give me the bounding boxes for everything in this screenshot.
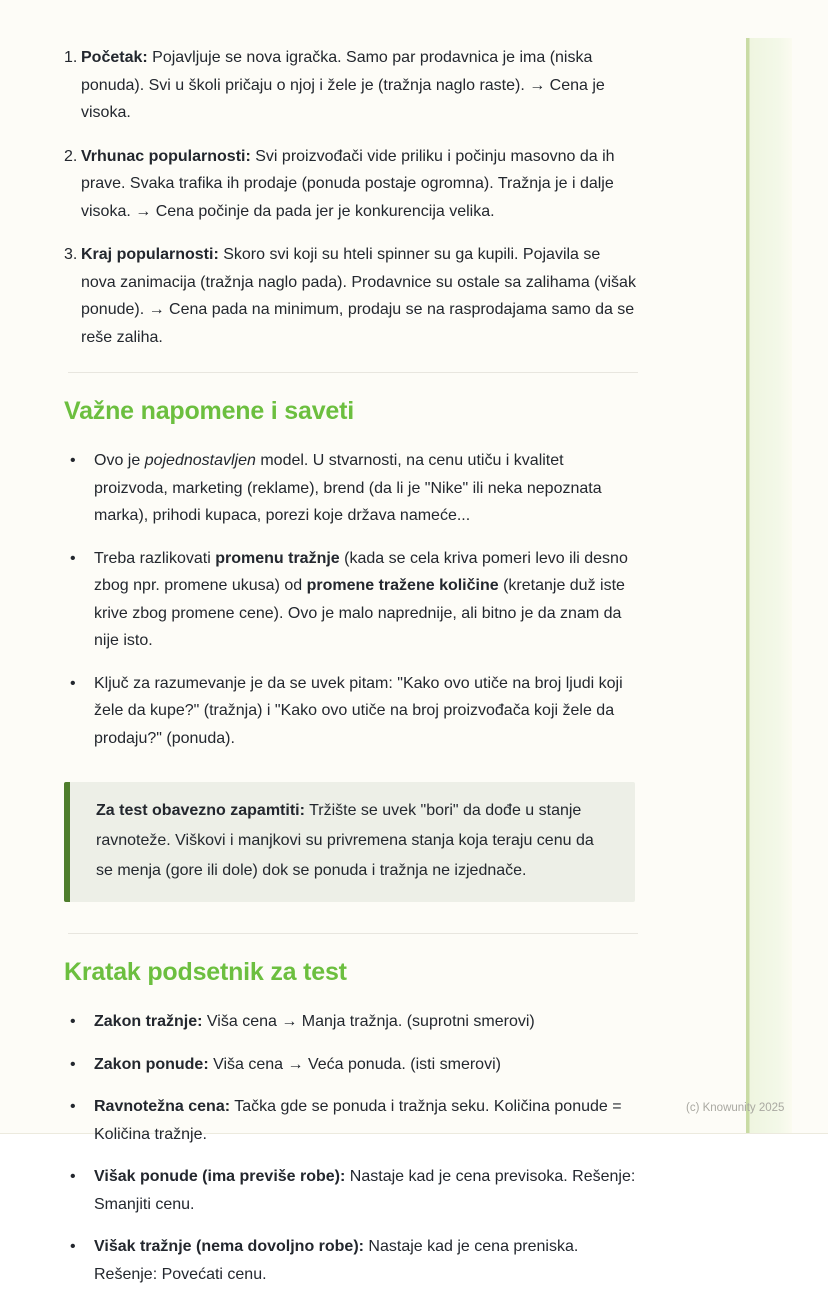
- list-item-text: Ovo je pojednostavljen model. U stvarnosti, na cenu utiču i kvalitet proizvoda, marketing (reklame), brend (da li je "Nike" ili neka nepoznata marka), prihodi kupaca, porezi koje država nameće...: [94, 452, 602, 524]
- bullet-icon: •: [70, 1168, 76, 1185]
- bullet-icon: •: [70, 1055, 76, 1073]
- lifecycle-numbered-list: [64, 44, 638, 351]
- bullet-icon: •: [70, 452, 76, 469]
- section-heading-notes: Važne napomene i saveti: [64, 397, 354, 425]
- list-item-text: Višak ponude (ima previše robe): Nastaje kad je cena previsoka. Rešenje: Smanjiti cenu.: [94, 1168, 636, 1213]
- list-item: [64, 545, 638, 655]
- list-item-text: Zakon tražnje: Viša cena → Manja tražnja. (suprotni smerovi): [94, 1013, 535, 1030]
- reminder-bullet-list: [64, 1008, 638, 1288]
- bullet-icon: •: [70, 1238, 76, 1255]
- list-item: [64, 143, 638, 226]
- list-item-text: Zakon ponude: Viša cena → Veća ponuda. (isti smerovi): [94, 1055, 501, 1073]
- bullet-icon: •: [70, 1013, 76, 1030]
- section-divider: [68, 933, 638, 934]
- list-item-text: Kraj popularnosti: Skoro svi koji su hteli spinner su ga kupili. Pojavila se nova zanimacija (tražnja naglo pada). Prodavnice su ostale sa zalihama (višak ponude). → Cena pada na minimum, prodaju se na rasprodajama samo da se reše zaliha.: [81, 246, 636, 346]
- list-number: 1.: [64, 49, 78, 66]
- page-edge-band: [746, 38, 792, 1133]
- bullet-icon: •: [70, 1098, 76, 1115]
- page-content: [64, 44, 638, 1303]
- list-item-text: Ključ za razumevanje je da se uvek pitam: "Kako ovo utiče na broj ljudi koji žele da kupe?" (tražnja) i "Kako ovo utiče na broj proizvođača koji žele da prodaju?" (ponuda).: [94, 674, 623, 747]
- notes-bullet-list: [64, 447, 638, 752]
- list-item: [64, 241, 638, 351]
- list-item-text: Treba razlikovati promenu tražnje (kada se cela kriva pomeri levo ili desno zbog npr. promene ukusa) od promene tražene količine (kretanje duž iste krive zbog promene cene). Ovo je malo naprednije, ali bitno je da znam da nije isto.: [94, 549, 628, 649]
- list-item: [64, 1163, 638, 1218]
- list-number: 2.: [64, 147, 78, 165]
- list-item-text: Početak: Pojavljuje se nova igračka. Samo par prodavnica je ima (niska ponuda). Svi u školi pričaju o njoj i žele je (tražnja naglo raste). → Cena je visoka.: [81, 49, 605, 121]
- bullet-icon: •: [70, 549, 76, 567]
- list-item: [64, 1093, 638, 1148]
- bullet-icon: •: [70, 674, 76, 692]
- watermark: (c) Knowunity 2025: [686, 1102, 785, 1114]
- list-item: [64, 1233, 638, 1288]
- list-number: 3.: [64, 246, 78, 263]
- section-divider: [68, 372, 638, 373]
- list-item-text: Ravnotežna cena: Tačka gde se ponuda i tražnja seku. Količina ponude = Količina tražnje.: [94, 1098, 622, 1143]
- list-item-text: Vrhunac popularnosti: Svi proizvođači vide priliku i počinju masovno da ih prave. Svaka trafika ih prodaje (ponuda postaje ogromna). Tražnja je i dalje visoka. → Cena počinje da pada jer je konkurencija velika.: [81, 147, 615, 220]
- callout-text: Za test obavezno zapamtiti: Tržište se uvek "bori" da dođe u stanje ravnoteže. Viškovi i manjkovi su privremena stanja koja teraju cenu da se menja (gore ili dole) dok se ponuda i tražnja ne izjednače.: [96, 802, 594, 879]
- list-item: [64, 447, 638, 530]
- callout-box: [64, 782, 635, 902]
- list-item-text: Višak tražnje (nema dovoljno robe): Nastaje kad je cena preniska. Rešenje: Povećati cenu.: [94, 1238, 579, 1283]
- list-item: [64, 1051, 638, 1079]
- list-item: [64, 44, 638, 127]
- list-item: [64, 670, 638, 753]
- list-item: [64, 1008, 638, 1036]
- section-heading-reminder: Kratak podsetnik za test: [64, 958, 347, 986]
